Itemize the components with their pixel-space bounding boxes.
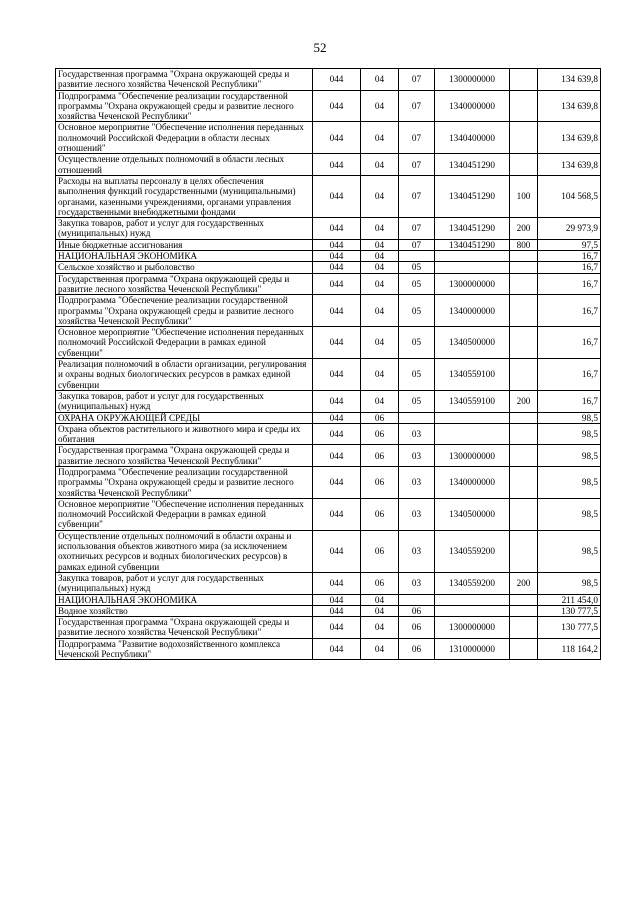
table-row (56, 572, 601, 594)
row-section-code: 04 (361, 218, 399, 240)
row-target-article: 1340000000 (435, 295, 510, 327)
row-target-article: 1340451290 (435, 175, 510, 217)
row-grbs-code: 044 (313, 572, 361, 594)
row-name: Осуществление отдельных полномочий в области охраны и использования объектов животного мира (за исключением охотничьих ресурсов и водных биологических ресурсов) в рамках единой субвенции (56, 530, 313, 572)
row-target-article: 1340451290 (435, 218, 510, 240)
table-row (56, 154, 601, 176)
row-grbs-code: 044 (313, 466, 361, 498)
row-target-article (435, 251, 510, 262)
row-expense-type: 100 (510, 175, 538, 217)
row-section-code: 04 (361, 390, 399, 412)
row-subsection-code: 07 (399, 122, 435, 154)
row-amount: 16,7 (538, 295, 601, 327)
row-expense-type (510, 445, 538, 467)
row-name: НАЦИОНАЛЬНАЯ ЭКОНОМИКА (56, 594, 313, 605)
row-name: НАЦИОНАЛЬНАЯ ЭКОНОМИКА (56, 251, 313, 262)
table-row (56, 498, 601, 530)
row-grbs-code: 044 (313, 262, 361, 273)
row-amount: 98,5 (538, 445, 601, 467)
row-section-code: 06 (361, 423, 399, 445)
row-expense-type (510, 530, 538, 572)
table-row (56, 617, 601, 639)
row-section-code: 06 (361, 498, 399, 530)
row-target-article: 1300000000 (435, 69, 510, 91)
table-row (56, 175, 601, 217)
row-amount: 134 639,8 (538, 154, 601, 176)
row-target-article: 1310000000 (435, 638, 510, 660)
row-grbs-code: 044 (313, 273, 361, 295)
row-name: Водное хозяйство (56, 605, 313, 616)
row-amount: 16,7 (538, 390, 601, 412)
row-name: Государственная программа "Охрана окружающей среды и развитие лесного хозяйства Чеченской Республики" (56, 69, 313, 91)
table-row (56, 638, 601, 660)
table-row (56, 251, 601, 262)
table-body (56, 69, 601, 660)
row-expense-type (510, 498, 538, 530)
row-subsection-code (399, 594, 435, 605)
row-target-article: 1340000000 (435, 90, 510, 122)
row-name: Основное мероприятие "Обеспечение исполнения переданных полномочий Российской Федерации в рамках единой субвенции" (56, 327, 313, 359)
row-grbs-code: 044 (313, 69, 361, 91)
row-amount: 98,5 (538, 572, 601, 594)
table-row (56, 239, 601, 250)
row-name: Охрана объектов растительного и животного мира и среды их обитания (56, 423, 313, 445)
row-section-code: 06 (361, 572, 399, 594)
row-expense-type (510, 605, 538, 616)
row-amount: 98,5 (538, 412, 601, 423)
row-expense-type (510, 69, 538, 91)
row-grbs-code: 044 (313, 445, 361, 467)
row-grbs-code: 044 (313, 239, 361, 250)
row-subsection-code: 03 (399, 530, 435, 572)
row-target-article (435, 594, 510, 605)
row-name: Расходы на выплаты персоналу в целях обеспечения выполнения функций государственными (муниципальными) органами, казенными учреждениями, органами управления государственными внебюджетными фондами (56, 175, 313, 217)
row-expense-type (510, 251, 538, 262)
row-amount: 134 639,8 (538, 69, 601, 91)
row-subsection-code: 03 (399, 445, 435, 467)
row-name: Подпрограмма "Развитие водохозяйственного комплекса Чеченской Республики" (56, 638, 313, 660)
table-row (56, 359, 601, 391)
row-section-code: 04 (361, 327, 399, 359)
row-name: Государственная программа "Охрана окружающей среды и развитие лесного хозяйства Чеченской Республики" (56, 445, 313, 467)
row-section-code: 04 (361, 175, 399, 217)
row-expense-type (510, 295, 538, 327)
row-amount: 98,5 (538, 530, 601, 572)
row-section-code: 04 (361, 295, 399, 327)
row-expense-type (510, 90, 538, 122)
row-subsection-code: 07 (399, 154, 435, 176)
row-expense-type (510, 423, 538, 445)
page-number: 52 (313, 40, 327, 55)
row-subsection-code: 06 (399, 617, 435, 639)
row-target-article: 1300000000 (435, 273, 510, 295)
row-amount: 134 639,8 (538, 90, 601, 122)
row-grbs-code: 044 (313, 617, 361, 639)
row-subsection-code: 05 (399, 295, 435, 327)
table-row (56, 69, 601, 91)
row-amount: 16,7 (538, 251, 601, 262)
row-section-code: 04 (361, 251, 399, 262)
row-expense-type: 200 (510, 218, 538, 240)
row-name: Сельское хозяйство и рыболовство (56, 262, 313, 273)
row-subsection-code: 05 (399, 359, 435, 391)
row-target-article: 1340500000 (435, 327, 510, 359)
row-subsection-code: 03 (399, 498, 435, 530)
row-amount: 98,5 (538, 498, 601, 530)
row-grbs-code: 044 (313, 412, 361, 423)
row-expense-type (510, 466, 538, 498)
row-section-code: 04 (361, 638, 399, 660)
row-section-code: 04 (361, 605, 399, 616)
row-amount: 130 777,5 (538, 605, 601, 616)
row-name: Основное мероприятие "Обеспечение исполнения переданных полномочий Российской Федерации в области лесных отношений" (56, 122, 313, 154)
table-row (56, 594, 601, 605)
row-amount: 134 639,8 (538, 122, 601, 154)
row-subsection-code: 03 (399, 423, 435, 445)
table-row (56, 390, 601, 412)
row-grbs-code: 044 (313, 90, 361, 122)
row-section-code: 06 (361, 445, 399, 467)
row-target-article: 1340400000 (435, 122, 510, 154)
row-grbs-code: 044 (313, 154, 361, 176)
row-amount: 130 777,5 (538, 617, 601, 639)
table-row (56, 530, 601, 572)
row-subsection-code: 07 (399, 90, 435, 122)
row-grbs-code: 044 (313, 122, 361, 154)
row-target-article: 1340559200 (435, 572, 510, 594)
row-name: Подпрограмма "Обеспечение реализации государственной программы "Охрана окружающей среды и развитие лесного хозяйства Чеченской Республики" (56, 466, 313, 498)
row-subsection-code: 05 (399, 273, 435, 295)
row-name: ОХРАНА ОКРУЖАЮЩЕЙ СРЕДЫ (56, 412, 313, 423)
row-expense-type (510, 412, 538, 423)
table-row (56, 466, 601, 498)
row-subsection-code: 03 (399, 572, 435, 594)
row-expense-type (510, 122, 538, 154)
row-subsection-code: 05 (399, 327, 435, 359)
row-amount: 104 568,5 (538, 175, 601, 217)
row-name: Государственная программа "Охрана окружающей среды и развитие лесного хозяйства Чеченской Республики" (56, 617, 313, 639)
row-amount: 16,7 (538, 327, 601, 359)
row-grbs-code: 044 (313, 498, 361, 530)
row-subsection-code: 05 (399, 390, 435, 412)
row-grbs-code: 044 (313, 638, 361, 660)
row-name: Государственная программа "Охрана окружающей среды и развитие лесного хозяйства Чеченской Республики" (56, 273, 313, 295)
row-amount: 16,7 (538, 359, 601, 391)
table-row (56, 90, 601, 122)
table-row (56, 295, 601, 327)
row-section-code: 04 (361, 69, 399, 91)
row-target-article: 1340451290 (435, 239, 510, 250)
row-grbs-code: 044 (313, 605, 361, 616)
row-amount: 118 164,2 (538, 638, 601, 660)
row-section-code: 06 (361, 530, 399, 572)
row-expense-type (510, 327, 538, 359)
row-target-article: 1340559100 (435, 390, 510, 412)
table-row (56, 262, 601, 273)
row-name: Закупка товаров, работ и услуг для государственных (муниципальных) нужд (56, 218, 313, 240)
row-expense-type (510, 359, 538, 391)
row-section-code: 04 (361, 262, 399, 273)
table-row (56, 327, 601, 359)
row-expense-type: 200 (510, 572, 538, 594)
row-section-code: 04 (361, 617, 399, 639)
table-row (56, 445, 601, 467)
row-expense-type (510, 594, 538, 605)
row-grbs-code: 044 (313, 530, 361, 572)
table-row (56, 423, 601, 445)
row-name: Подпрограмма "Обеспечение реализации государственной программы "Охрана окружающей среды и развитие лесного хозяйства Чеченской Республики" (56, 90, 313, 122)
row-target-article (435, 605, 510, 616)
row-expense-type: 800 (510, 239, 538, 250)
row-target-article: 1300000000 (435, 445, 510, 467)
row-target-article: 1300000000 (435, 617, 510, 639)
row-subsection-code: 03 (399, 466, 435, 498)
row-expense-type (510, 617, 538, 639)
row-target-article: 1340000000 (435, 466, 510, 498)
row-grbs-code: 044 (313, 423, 361, 445)
row-name: Подпрограмма "Обеспечение реализации государственной программы "Охрана окружающей среды и развитие лесного хозяйства Чеченской Республики" (56, 295, 313, 327)
row-amount: 98,5 (538, 466, 601, 498)
table-row (56, 218, 601, 240)
row-name: Закупка товаров, работ и услуг для государственных (муниципальных) нужд (56, 572, 313, 594)
row-amount: 98,5 (538, 423, 601, 445)
table-row (56, 412, 601, 423)
row-subsection-code: 06 (399, 605, 435, 616)
row-section-code: 04 (361, 239, 399, 250)
row-name: Осуществление отдельных полномочий в области лесных отношений (56, 154, 313, 176)
row-name: Иные бюджетные ассигнования (56, 239, 313, 250)
row-section-code: 06 (361, 412, 399, 423)
table-row (56, 273, 601, 295)
row-target-article (435, 262, 510, 273)
row-target-article: 1340559200 (435, 530, 510, 572)
row-grbs-code: 044 (313, 327, 361, 359)
row-grbs-code: 044 (313, 390, 361, 412)
row-name: Закупка товаров, работ и услуг для государственных (муниципальных) нужд (56, 390, 313, 412)
row-section-code: 04 (361, 594, 399, 605)
row-subsection-code: 05 (399, 262, 435, 273)
row-grbs-code: 044 (313, 218, 361, 240)
row-amount: 97,5 (538, 239, 601, 250)
row-grbs-code: 044 (313, 295, 361, 327)
row-expense-type (510, 273, 538, 295)
row-expense-type (510, 638, 538, 660)
row-target-article (435, 423, 510, 445)
row-grbs-code: 044 (313, 594, 361, 605)
row-target-article: 1340451290 (435, 154, 510, 176)
row-subsection-code: 07 (399, 69, 435, 91)
table-row (56, 122, 601, 154)
row-amount: 16,7 (538, 262, 601, 273)
row-section-code: 04 (361, 359, 399, 391)
row-subsection-code (399, 412, 435, 423)
row-subsection-code (399, 251, 435, 262)
row-section-code: 04 (361, 122, 399, 154)
budget-table (55, 68, 601, 660)
row-target-article: 1340500000 (435, 498, 510, 530)
row-section-code: 04 (361, 154, 399, 176)
row-target-article: 1340559100 (435, 359, 510, 391)
row-expense-type (510, 262, 538, 273)
row-name: Реализация полномочий в области организации, регулирования и охраны водных биологических ресурсов в рамках единой субвенции (56, 359, 313, 391)
row-subsection-code: 07 (399, 175, 435, 217)
row-amount: 16,7 (538, 273, 601, 295)
row-subsection-code: 07 (399, 218, 435, 240)
row-grbs-code: 044 (313, 359, 361, 391)
row-amount: 29 973,9 (538, 218, 601, 240)
row-expense-type (510, 154, 538, 176)
row-section-code: 06 (361, 466, 399, 498)
row-expense-type: 200 (510, 390, 538, 412)
row-amount: 211 454,0 (538, 594, 601, 605)
row-subsection-code: 06 (399, 638, 435, 660)
table-row (56, 605, 601, 616)
row-grbs-code: 044 (313, 251, 361, 262)
row-section-code: 04 (361, 273, 399, 295)
row-grbs-code: 044 (313, 175, 361, 217)
row-name: Основное мероприятие "Обеспечение исполнения переданных полномочий Российской Федерации в рамках единой субвенции" (56, 498, 313, 530)
row-section-code: 04 (361, 90, 399, 122)
row-subsection-code: 07 (399, 239, 435, 250)
row-target-article (435, 412, 510, 423)
